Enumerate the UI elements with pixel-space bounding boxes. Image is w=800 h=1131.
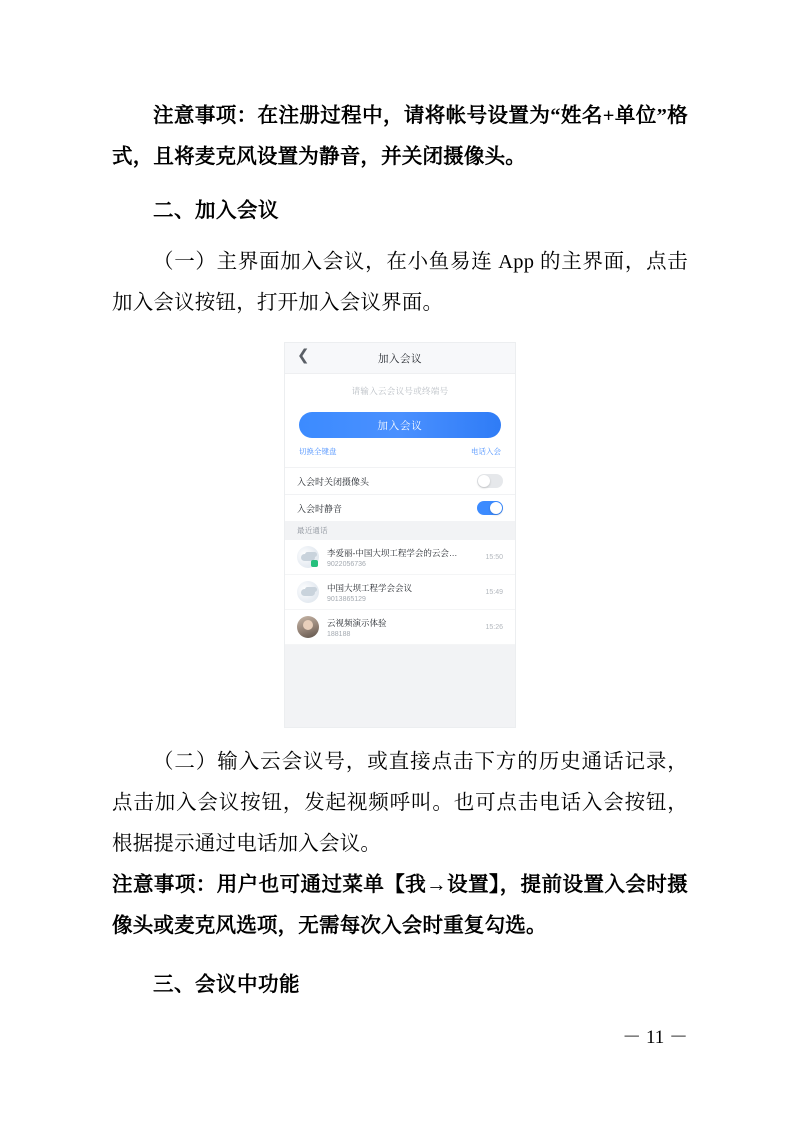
call-name: 李爱丽-中国大坝工程学会的云会… xyxy=(327,547,458,558)
recent-calls-label: 最近通话 xyxy=(285,521,515,540)
toggle-label-camera: 入会时关闭摄像头 xyxy=(297,476,370,487)
app-title: 加入会议 xyxy=(378,352,422,365)
switch-keyboard-link[interactable]: 切换全键盘 xyxy=(299,447,337,456)
app-screenshot-figure xyxy=(112,342,688,728)
call-time: 15:49 xyxy=(485,588,503,596)
mute-toggle-switch[interactable] xyxy=(477,501,503,515)
switch-knob xyxy=(478,475,490,487)
body-paragraph-2: （二）输入云会议号，或直接点击下方的历史通话记录，点击加入会议按钮，发起视频呼叫。也可点击电话入会按钮，根据提示通过电话加入会议。 xyxy=(112,751,688,855)
status-badge xyxy=(311,560,318,567)
section-heading-3: 三、会议中功能 xyxy=(153,972,300,996)
call-number: 9022056736 xyxy=(327,560,366,568)
switch-knob xyxy=(490,502,502,514)
meeting-number-input[interactable] xyxy=(285,374,515,408)
phone-join-link[interactable]: 电话入会 xyxy=(471,447,501,456)
page-number: － 11 － xyxy=(622,1027,688,1048)
chevron-left-icon[interactable]: ❮ xyxy=(297,347,310,364)
call-time: 15:50 xyxy=(485,553,503,561)
quick-links-row xyxy=(285,438,515,467)
empty-area xyxy=(285,645,515,727)
list-item[interactable] xyxy=(285,575,515,610)
user-avatar xyxy=(297,616,319,638)
meeting-number-placeholder: 请输入云会议号或终端号 xyxy=(351,386,449,396)
section-heading-2: 二、加入会议 xyxy=(153,198,279,222)
phone-screenshot xyxy=(284,342,516,728)
call-text xyxy=(327,617,479,638)
call-text xyxy=(327,547,479,568)
cloud-avatar-icon xyxy=(297,581,319,603)
app-header xyxy=(285,343,515,374)
call-text xyxy=(327,582,479,603)
app-body xyxy=(285,374,515,727)
call-number: 188188 xyxy=(327,630,351,638)
note-paragraph-1: 注意事项：在注册过程中，请将帐号设置为“姓名+单位”格式，且将麦克风设置为静音，并关闭摄像头。 xyxy=(112,105,688,168)
call-time: 15:26 xyxy=(485,623,503,631)
list-item[interactable] xyxy=(285,540,515,575)
toggle-label-mute: 入会时静音 xyxy=(297,503,343,514)
toggle-row-mute[interactable] xyxy=(285,494,515,521)
call-name: 云视频演示体验 xyxy=(327,617,387,628)
call-name: 中国大坝工程学会会议 xyxy=(327,582,413,593)
note-paragraph-2: 注意事项：用户也可通过菜单【我→设置】，提前设置入会时摄像头或麦克风选项，无需每次入会时重复勾选。 xyxy=(112,874,688,937)
join-meeting-button[interactable]: 加入会议 xyxy=(299,412,501,438)
call-number: 9013865129 xyxy=(327,595,366,603)
body-paragraph-1: （一）主界面加入会议，在小鱼易连 App 的主界面，点击加入会议按钮，打开加入会议界面。 xyxy=(112,251,688,314)
list-item[interactable] xyxy=(285,610,515,645)
page-content xyxy=(112,96,688,1007)
toggle-row-camera[interactable] xyxy=(285,467,515,494)
camera-toggle-switch[interactable] xyxy=(477,474,503,488)
